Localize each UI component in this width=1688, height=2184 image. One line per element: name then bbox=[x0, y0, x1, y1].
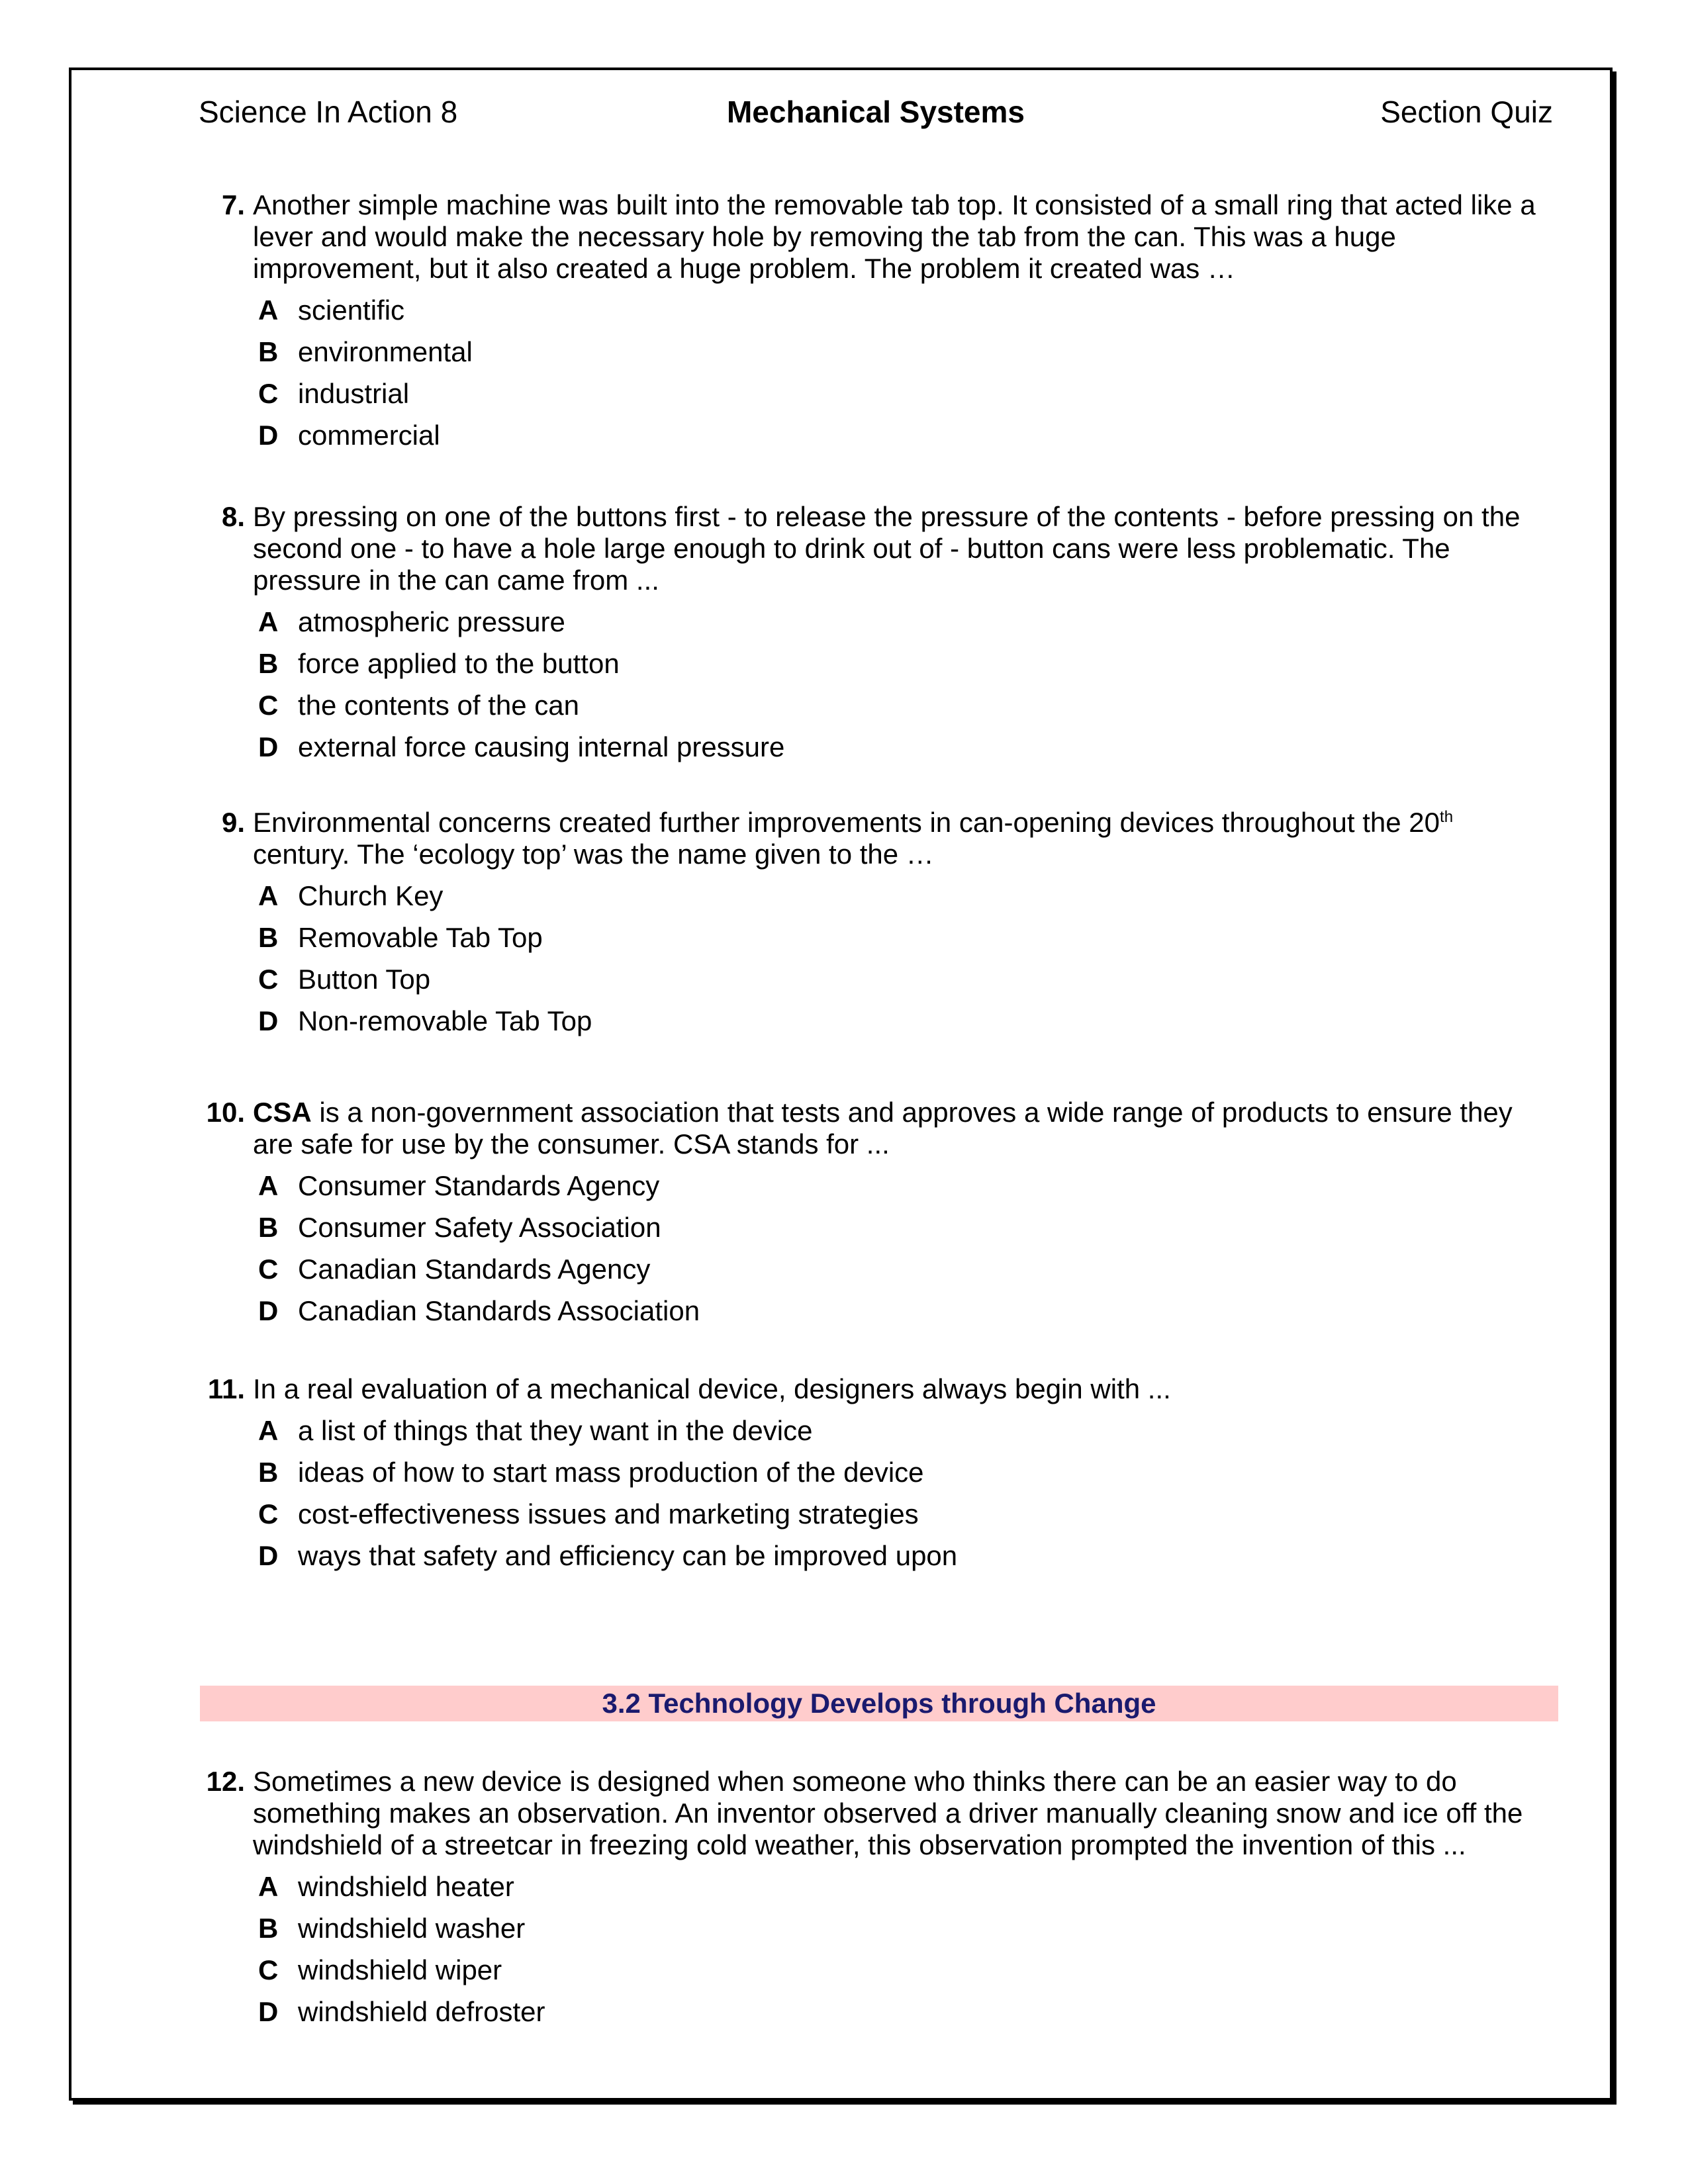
answer-options bbox=[199, 1871, 1556, 2038]
option-letter: A bbox=[258, 295, 279, 326]
option-text: Consumer Standards Agency bbox=[298, 1170, 660, 1201]
question-stem bbox=[199, 189, 1556, 285]
question-number: 11. bbox=[207, 1373, 245, 1404]
question-text-part: century. The ‘ecology top’ was the name given to the … bbox=[253, 839, 934, 870]
option-letter: D bbox=[258, 1295, 279, 1326]
option-letter: D bbox=[258, 1540, 279, 1571]
option-text: ways that safety and efficiency can be improved upon bbox=[298, 1540, 958, 1571]
option-b[interactable] bbox=[258, 922, 1556, 964]
option-text: the contents of the can bbox=[298, 690, 579, 721]
option-c[interactable] bbox=[258, 690, 1556, 731]
section-heading-band bbox=[200, 1686, 1558, 1721]
question-text: In a real evaluation of a mechanical device, designers always begin with ... bbox=[253, 1373, 1171, 1404]
option-letter: B bbox=[258, 1212, 279, 1243]
option-d[interactable] bbox=[258, 1996, 1556, 2038]
answer-options bbox=[199, 606, 1556, 773]
option-letter: B bbox=[258, 1913, 279, 1944]
option-letter: C bbox=[258, 1253, 279, 1285]
option-b[interactable] bbox=[258, 1913, 1556, 1954]
option-d[interactable] bbox=[258, 1005, 1556, 1047]
option-a[interactable] bbox=[258, 1871, 1556, 1913]
option-text: commercial bbox=[298, 420, 440, 451]
option-a[interactable] bbox=[258, 1170, 1556, 1212]
option-b[interactable] bbox=[258, 1212, 1556, 1253]
option-letter: A bbox=[258, 1415, 279, 1446]
question-stem bbox=[199, 1766, 1556, 1861]
option-letter: D bbox=[258, 731, 279, 762]
option-letter: D bbox=[258, 1005, 279, 1036]
superscript-suffix: th bbox=[1440, 808, 1454, 826]
option-text: Consumer Safety Association bbox=[298, 1212, 661, 1243]
option-a[interactable] bbox=[258, 295, 1556, 336]
option-letter: C bbox=[258, 1498, 279, 1529]
option-letter: C bbox=[258, 690, 279, 721]
option-text: atmospheric pressure bbox=[298, 606, 565, 637]
question-stem bbox=[199, 807, 1556, 870]
question-text bbox=[253, 807, 1453, 870]
option-text: windshield washer bbox=[298, 1913, 526, 1944]
option-letter: B bbox=[258, 922, 279, 953]
option-text: ideas of how to start mass production of the device bbox=[298, 1457, 924, 1488]
option-letter: C bbox=[258, 1954, 279, 1985]
option-letter: A bbox=[258, 880, 279, 911]
question-number: 10. bbox=[206, 1097, 245, 1128]
option-letter: D bbox=[258, 1996, 279, 2027]
answer-options bbox=[199, 880, 1556, 1047]
question-number: 12. bbox=[206, 1766, 245, 1797]
question-9 bbox=[199, 807, 1556, 1047]
option-text: Canadian Standards Agency bbox=[298, 1253, 651, 1285]
option-c[interactable] bbox=[258, 1253, 1556, 1295]
option-letter: D bbox=[258, 420, 279, 451]
option-text: Removable Tab Top bbox=[298, 922, 543, 953]
option-text: external force causing internal pressure bbox=[298, 731, 785, 762]
question-text bbox=[253, 1097, 1513, 1160]
option-text: cost-effectiveness issues and marketing strategies bbox=[298, 1498, 919, 1529]
option-text: industrial bbox=[298, 378, 410, 409]
option-a[interactable] bbox=[258, 606, 1556, 648]
question-text-part: is a non-government association that tests and approves a wide range of products to ensure they are safe for use by the consumer. CSA stands for ... bbox=[253, 1097, 1513, 1160]
section-heading: 3.2 Technology Develops through Change bbox=[602, 1688, 1156, 1719]
question-12 bbox=[199, 1766, 1556, 2038]
option-letter: A bbox=[258, 606, 279, 637]
option-d[interactable] bbox=[258, 420, 1556, 461]
question-stem bbox=[199, 1097, 1556, 1160]
option-d[interactable] bbox=[258, 1540, 1556, 1582]
page-header bbox=[199, 94, 1553, 140]
option-text: Church Key bbox=[298, 880, 444, 911]
option-a[interactable] bbox=[258, 1415, 1556, 1457]
option-text: windshield defroster bbox=[298, 1996, 545, 2027]
answer-options bbox=[199, 1415, 1556, 1582]
question-stem bbox=[199, 1373, 1556, 1405]
option-d[interactable] bbox=[258, 731, 1556, 773]
option-c[interactable] bbox=[258, 1498, 1556, 1540]
option-text: Canadian Standards Association bbox=[298, 1295, 700, 1326]
option-d[interactable] bbox=[258, 1295, 1556, 1337]
option-b[interactable] bbox=[258, 648, 1556, 690]
option-letter: C bbox=[258, 378, 279, 409]
option-text: Button Top bbox=[298, 964, 431, 995]
option-text: Non-removable Tab Top bbox=[298, 1005, 592, 1036]
option-text: windshield wiper bbox=[298, 1954, 502, 1985]
answer-options bbox=[199, 295, 1556, 461]
option-c[interactable] bbox=[258, 964, 1556, 1005]
question-stem bbox=[199, 501, 1556, 596]
question-10 bbox=[199, 1097, 1556, 1337]
question-11 bbox=[199, 1373, 1556, 1582]
question-8 bbox=[199, 501, 1556, 773]
option-text: environmental bbox=[298, 336, 473, 367]
option-letter: C bbox=[258, 964, 279, 995]
option-letter: B bbox=[258, 336, 279, 367]
question-number: 8. bbox=[221, 501, 245, 532]
header-unit-title: Mechanical Systems bbox=[726, 95, 1025, 129]
header-quiz-label: Section Quiz bbox=[1380, 95, 1553, 129]
option-b[interactable] bbox=[258, 1457, 1556, 1498]
question-text-part: Environmental concerns created further improvements in can-opening devices throughout the 20 bbox=[253, 807, 1440, 838]
option-letter: A bbox=[258, 1170, 279, 1201]
question-text: By pressing on one of the buttons first - to release the pressure of the contents - before pressing on the second one - to have a hole large enough to drink out of - button cans were less problematic. The pressure in the can came from ... bbox=[253, 501, 1521, 596]
answer-options bbox=[199, 1170, 1556, 1337]
option-c[interactable] bbox=[258, 378, 1556, 420]
option-b[interactable] bbox=[258, 336, 1556, 378]
header-book-title: Science In Action 8 bbox=[199, 95, 458, 129]
question-number: 7. bbox=[221, 189, 245, 220]
option-letter: B bbox=[258, 1457, 279, 1488]
option-text: force applied to the button bbox=[298, 648, 620, 679]
question-number: 9. bbox=[221, 807, 245, 838]
option-a[interactable] bbox=[258, 880, 1556, 922]
option-text: a list of things that they want in the device bbox=[298, 1415, 813, 1446]
option-c[interactable] bbox=[258, 1954, 1556, 1996]
option-letter: B bbox=[258, 648, 279, 679]
question-text: Sometimes a new device is designed when someone who thinks there can be an easier way to do something makes an observation. An inventor observed a driver manually cleaning snow and ice off the windshield of a streetcar in freezing cold weather, this observation prompted the invention of this ... bbox=[253, 1766, 1523, 1860]
option-letter: A bbox=[258, 1871, 279, 1902]
question-text: Another simple machine was built into the removable tab top. It consisted of a small ring that acted like a lever and would make the necessary hole by removing the tab from the can. This was a huge improvement, but it also created a huge problem. The problem it created was … bbox=[253, 189, 1536, 284]
option-text: scientific bbox=[298, 295, 405, 326]
question-7 bbox=[199, 189, 1556, 461]
option-text: windshield heater bbox=[298, 1871, 514, 1902]
acronym-bold: CSA bbox=[253, 1097, 312, 1128]
